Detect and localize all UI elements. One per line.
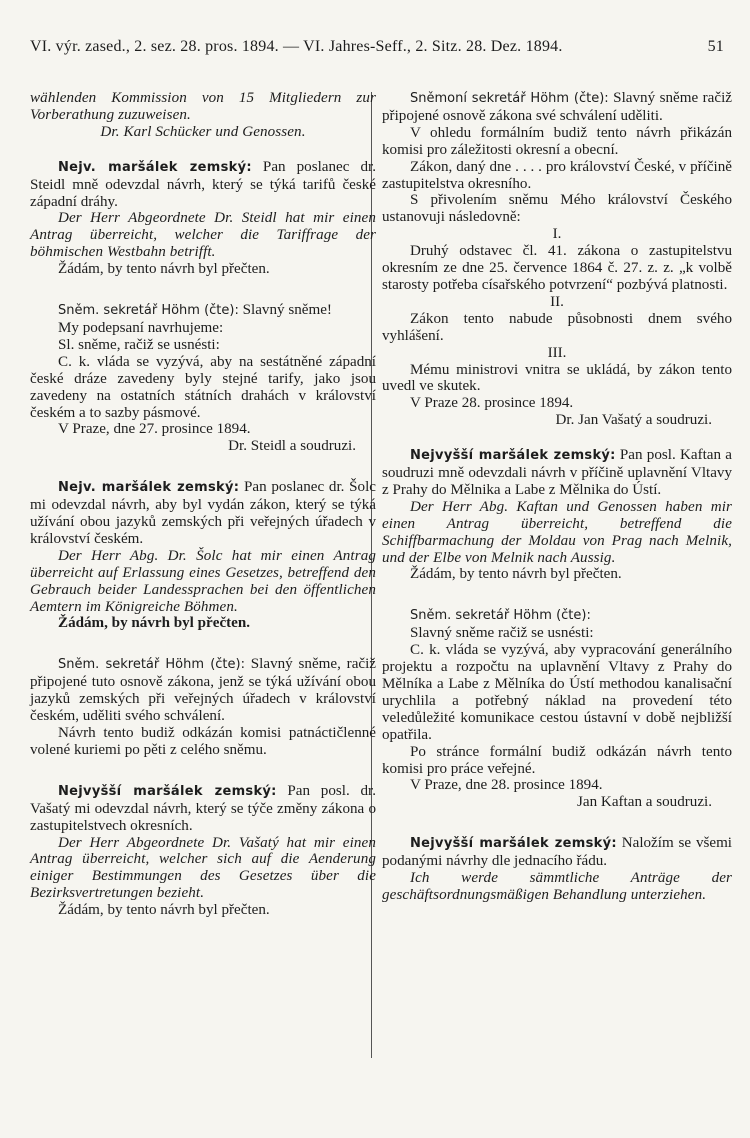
paragraph [382, 794, 732, 811]
paragraph [382, 566, 732, 583]
running-head: VI. výr. zased., 2. sez. 28. pros. 1894. — VI. Jahres-Seff., 2. Sitz. 28. Dez. 1894. [30, 38, 563, 55]
paragraph [30, 90, 376, 124]
paragraph [30, 548, 376, 616]
paragraph [382, 499, 732, 567]
paragraph [382, 345, 732, 362]
paragraph-text: wählenden Kommission von 15 Mitgliedern zur Vorberathung zuzuweisen. [30, 90, 376, 123]
paragraph [30, 302, 376, 320]
paragraph-text: Slavný sněme račiž se usnésti: [410, 625, 594, 642]
speaker-label: Sněmoní sekretář Höhm (čte): [410, 91, 609, 106]
paragraph [30, 656, 376, 725]
paragraph [30, 902, 376, 919]
speaker-label: Nejvyšší maršálek zemský: [58, 783, 277, 799]
paragraph [30, 615, 376, 632]
speaker-label: Nejv. maršálek zemský: [58, 480, 240, 496]
paragraph-text: Slavný sněme, račiž připojené tuto osnově zákona, jenž se týká užívání obou jazyků zemských při veřejných úřadech v království českém, uděliti svého schválení. [30, 656, 376, 725]
paragraph-text: Návrh tento budiž odkázán komisi patnáctičlenné volené kuriemi po pěti z celého sněmu. [30, 725, 376, 758]
speaker-label: Nejv. maršálek zemský: [58, 159, 252, 175]
paragraph-text: Dr. Karl Schücker und Genossen. [100, 123, 306, 140]
paragraph-text: Dr. Jan Vašatý a soudruzi. [555, 412, 712, 429]
paragraph-text: Žádám, by návrh byl přečten. [58, 615, 251, 632]
paragraph-text: II. [550, 293, 564, 310]
paragraph-text: Žádám, by tento návrh byl přečten. [58, 261, 270, 278]
paragraph-text: Pan poslanec dr. Steidl mně odevzdal návrh, který se týká tarifů české západní dráhy. [30, 158, 376, 210]
speaker-label: Sněm. sekretář Höhm (čte): [410, 608, 591, 624]
paragraph-text: III. [547, 344, 567, 361]
paragraph [382, 607, 732, 625]
paragraph-text: Mému ministrovi vnitra se ukládá, by zákon tento uvedl ve skutek. [382, 361, 732, 395]
paragraph-text: Žádám, by tento návrh byl přečten. [58, 902, 270, 919]
paragraph-text: Jan Kaftan a soudruzi. [577, 794, 712, 811]
paragraph-text: Pan posl. dr. Vašatý mi odevzdal návrh, který se týče změny zákona o zastupitelstvech okresních. [30, 782, 376, 834]
paragraph-text: Naložím se všemi podanými návrhy dle jednacího řádu. [382, 835, 733, 870]
paragraph [30, 210, 376, 261]
paragraph [30, 124, 376, 141]
paragraph-text: V Praze 28. prosince 1894. [410, 395, 574, 412]
speaker-label: Sněm. sekretář Höhm (čte): [58, 303, 239, 319]
paragraph-text: V Praze, dne 27. prosince 1894. [58, 421, 251, 438]
paragraph [30, 835, 376, 903]
paragraph [30, 421, 376, 438]
paragraph-text: Žádám, by tento návrh byl přečten. [410, 566, 622, 583]
page-header [30, 38, 724, 56]
paragraph [382, 744, 732, 778]
paragraph [30, 725, 376, 759]
paragraph-text: Pan poslanec dr. Šolc mi odevzdal návrh, aby byl vydán zákon, který se týká užívání obou jazyků zemských při veřejných úřadech v království českém. [30, 479, 376, 547]
paragraph [382, 159, 732, 193]
paragraph-text: Der Herr Abgeordnete Dr. Vašatý hat mir einen Antrag überreicht, welcher sich auf die Aenderung einiger Bestimmungen des Gesetzes über die Bezirksvertretungen bezieht. [30, 834, 376, 902]
paragraph [382, 777, 732, 794]
paragraph-text: Zákon, daný dne . . . . pro království České, v příčině zastupitelstva okresního. [382, 158, 732, 192]
paragraph-text: C. k. vláda se vyzývá, aby na sestátněné západní české dráze zavedeny byly stejné tarify, jako jsou zavedeny na ostatních státních drahách v království českém a to sazby pásmové. [30, 353, 376, 421]
paragraph-text: Pan posl. Kaftan a soudruzi mně odevzdali návrh v příčině uplavnění Vltavy z Prahy do Mělnika a Labe z Mělnika do Ústí. [382, 447, 732, 498]
paragraph-text: Po stránce formální budiž odkázán návrh tento komisi pro práce veřejné. [382, 743, 732, 777]
paragraph [30, 783, 376, 835]
paragraph-text: Slavný sněme! [238, 302, 332, 319]
paragraph [30, 261, 376, 278]
paragraph [382, 870, 732, 904]
right-column [382, 90, 732, 904]
paragraph [382, 192, 732, 226]
paragraph [382, 90, 732, 125]
paragraph [30, 320, 376, 337]
paragraph [382, 125, 732, 159]
speaker-label: Sněm. sekretář Höhm (čte): [58, 657, 245, 673]
paragraph [30, 479, 376, 548]
paragraph [382, 642, 732, 743]
paragraph [382, 395, 732, 412]
paragraph [382, 447, 732, 499]
paragraph-text: Druhý odstavec čl. 41. zákona o zastupitelstvu okresním ze dne 25. července 1864 č. 27. z. z. „k volbě starosty potřeba císařského potvrzení“ pozbývá platnosti. [382, 243, 732, 293]
paragraph-text: Der Herr Abgeordnete Dr. Steidl hat mir einen Antrag überreicht, welcher die Tariffrage der böhmischen Westbahn betrifft. [30, 210, 376, 261]
paragraph-text: My podepsaní navrhujeme: [58, 319, 224, 336]
paragraph [382, 412, 732, 429]
paragraph [382, 311, 732, 345]
paragraph [30, 354, 376, 422]
paragraph-text: Sl. sněme, račiž se usnésti: [58, 336, 220, 353]
paragraph-text: Der Herr Abg. Kaftan und Genossen haben mir einen Antrag überreicht, betreffend die Schiffbarmachung der Moldau von Prag nach Melnik, und der Elbe von Melnik nach Aussig. [382, 498, 732, 566]
paragraph-text: Der Herr Abg. Dr. Šolc hat mir einen Antrag überreicht auf Erlassung eines Gesetzes, betreffend den Gebrauch beider Landessprachen bei den öffentlichen Aemtern im Königreiche Böhmen. [30, 547, 376, 615]
paragraph [382, 294, 732, 311]
paragraph-text: V ohledu formálním budiž tento návrh přikázán komisi pro záležitosti okresní a obecní. [382, 124, 732, 158]
paragraph-text: Ich werde sämmtliche Anträge der geschäftsordnungsmäßigen Behandlung unterziehen. [382, 870, 732, 903]
left-column [30, 90, 376, 919]
paragraph [382, 835, 732, 870]
paragraph [30, 337, 376, 354]
page-number: 51 [707, 38, 724, 55]
speaker-label: Nejvyšší maršálek zemský: [410, 836, 617, 852]
paragraph [382, 625, 732, 642]
paragraph-text: I. [552, 226, 562, 243]
paragraph-text: V Praze, dne 28. prosince 1894. [410, 777, 603, 794]
paragraph [382, 243, 732, 294]
paragraph-text: S přivolením sněmu Mého království Českého ustanovuji následovně: [382, 192, 732, 226]
paragraph-text: Dr. Steidl a soudruzi. [228, 438, 356, 455]
paragraph-text: Zákon tento nabude působnosti dnem svého vyhlášení. [382, 310, 732, 344]
paragraph-text: Slavný sněme račiž připojené osnově zákona své schválení uděliti. [382, 90, 732, 124]
speaker-label: Nejvyšší maršálek zemský: [410, 448, 616, 464]
paragraph-text: C. k. vláda se vyzývá, aby vypracování generálního projektu a rozpočtu na uplavnění Vltavy z Prahy do Mělníka a Labe z Mělníka do Ústí methodou kanalisační urychlila a potřebný náklad na provedení této veledůležité komunikace cestou ústavní v době nejbližší opatřila. [382, 642, 732, 743]
paragraph [30, 159, 376, 211]
paragraph [382, 226, 732, 243]
paragraph [382, 362, 732, 396]
paragraph [30, 438, 376, 455]
